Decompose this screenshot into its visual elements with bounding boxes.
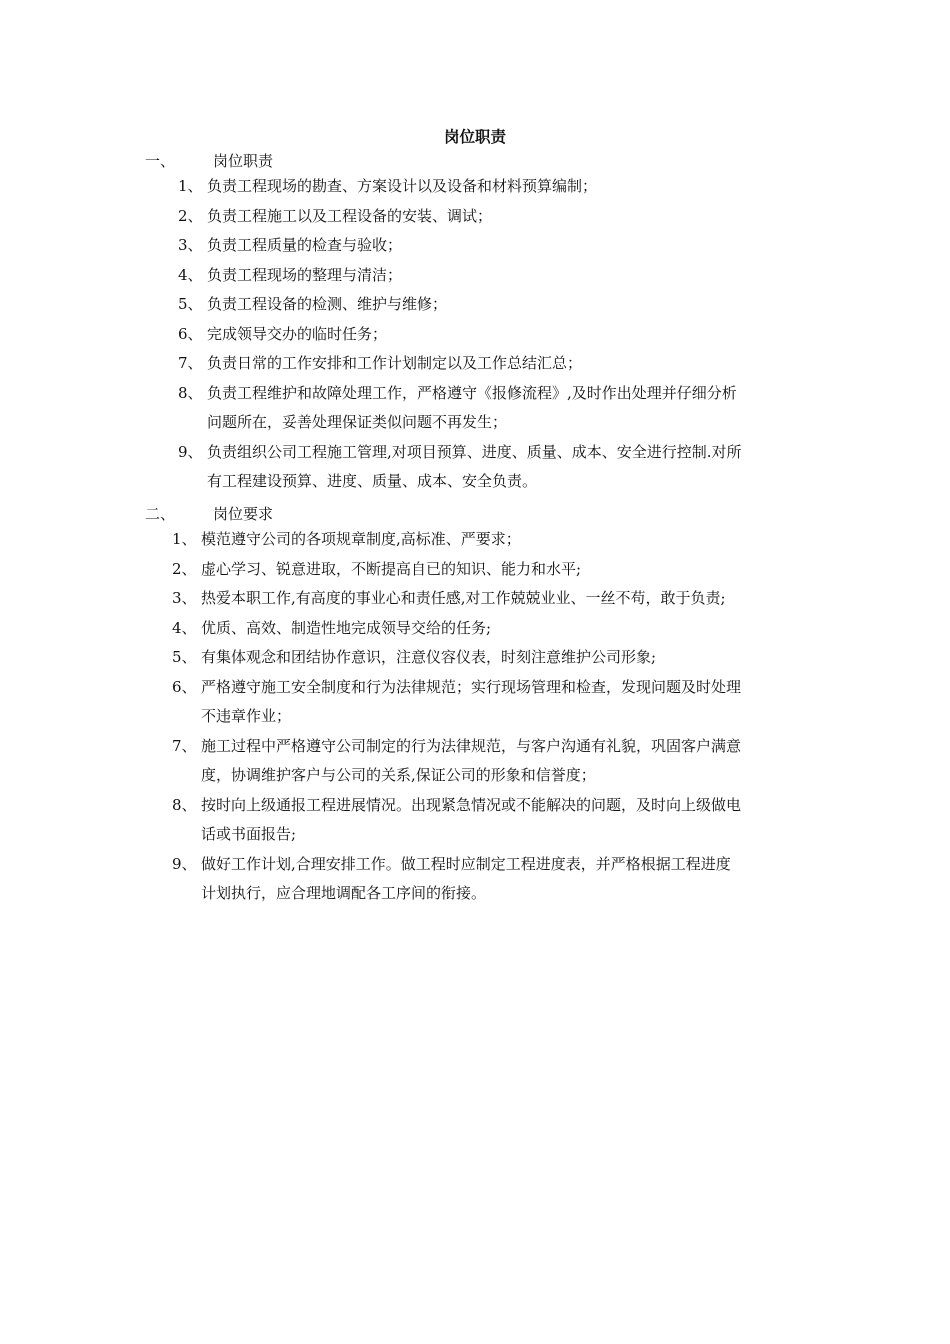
item-text: 负责工程施工以及工程设备的安装、调试； — [207, 206, 493, 225]
list-item — [172, 555, 818, 585]
item-number: 4、 — [178, 265, 203, 284]
item-text-line: 话或书面报告; — [201, 825, 297, 843]
item-number: 4、 — [172, 618, 197, 637]
duties-list — [178, 172, 818, 497]
section-heading-requirements — [145, 503, 273, 525]
item-text: 负责工程现场的整理与清洁； — [207, 265, 403, 284]
item-text: 虚心学习、锐意进取，不断提高自已的知识、能力和水平; — [201, 559, 582, 578]
item-text: 负责工程质量的检查与验收； — [207, 236, 403, 254]
item-number: 3、 — [178, 236, 203, 254]
item-text-line: 不违章作业； — [201, 707, 292, 725]
item-text: 热爱本职工作,有高度的事业心和责任感,对工作兢兢业业、一丝不苟，敢于负责; — [201, 589, 726, 607]
list-item — [178, 231, 818, 261]
item-text-line: 负责工程维护和故障处理工作，严格遵守《报修流程》,及时作出处理并仔细分析 — [207, 383, 737, 402]
item-number: 6、 — [172, 677, 197, 696]
item-text: 负责工程现场的勘查、方案设计以及设备和材料预算编制； — [207, 177, 598, 195]
requirements-list — [172, 525, 818, 909]
item-text: 负责日常的工作安排和工作计划制定以及工作总结汇总； — [207, 354, 583, 372]
list-item — [172, 732, 818, 791]
item-text-line: 按时向上级通报工程进展情况。出现紧急情况或不能解决的问题，及时向上级做电 — [201, 795, 742, 814]
item-text-line: 有工程建设预算、进度、质量、成本、安全负责。 — [207, 472, 538, 490]
list-item — [178, 290, 818, 320]
list-item — [178, 379, 818, 438]
section-number: 一、 — [145, 152, 176, 170]
item-number: 5、 — [172, 648, 197, 666]
document-title: 岗位职责 — [443, 127, 506, 146]
item-text-line: 施工过程中严格遵守公司制定的行为法律规范，与客户沟通有礼貌，巩固客户满意 — [201, 736, 742, 755]
list-item — [178, 320, 818, 350]
list-item — [172, 791, 818, 850]
list-item — [178, 261, 818, 291]
list-item — [178, 438, 818, 497]
item-text-line: 严格遵守施工安全制度和行为法律规范；实行现场管理和检查，发现问题及时处理 — [201, 677, 742, 696]
list-item — [172, 643, 818, 673]
item-number: 1、 — [178, 177, 203, 195]
section-title: 岗位要求 — [213, 505, 274, 523]
item-number: 2、 — [172, 559, 197, 578]
item-text: 完成领导交办的临时任务； — [207, 324, 388, 343]
list-item — [172, 525, 818, 555]
item-number: 8、 — [172, 795, 197, 814]
section-title: 岗位职责 — [213, 152, 274, 170]
list-item — [172, 584, 818, 614]
item-number: 7、 — [172, 736, 197, 755]
item-number: 1、 — [172, 530, 197, 548]
item-number: 9、 — [172, 854, 197, 873]
item-number: 2、 — [178, 206, 203, 225]
item-text: 负责工程设备的检测、维护与维修； — [207, 295, 448, 313]
list-item — [178, 349, 818, 379]
item-number: 6、 — [178, 324, 203, 343]
list-item — [178, 202, 818, 232]
item-number: 7、 — [178, 354, 203, 372]
item-number: 9、 — [178, 442, 203, 461]
item-number: 5、 — [178, 295, 203, 313]
item-text-line: 问题所在，妥善处理保证类似问题不再发生； — [207, 413, 508, 431]
item-text-line: 做好工作计划,合理安排工作。做工程时应制定工程进度表，并严格根据工程进度 — [201, 854, 731, 873]
item-text: 有集体观念和团结协作意识，注意仪容仪表，时刻注意维护公司形象; — [201, 648, 657, 666]
item-number: 8、 — [178, 383, 203, 402]
list-item — [172, 850, 818, 909]
item-text: 优质、高效、制造性地完成领导交给的任务; — [201, 618, 492, 637]
item-text-line: 度，协调维护客户与公司的关系,保证公司的形象和信誉度； — [201, 766, 596, 784]
list-item — [178, 172, 818, 202]
item-number: 3、 — [172, 589, 197, 607]
list-item — [172, 673, 818, 732]
item-text-line: 负责组织公司工程施工管理,对项目预算、进度、质量、成本、安全进行控制.对所 — [207, 442, 742, 461]
section-heading-duties — [145, 150, 273, 172]
list-item — [172, 614, 818, 644]
item-text: 模范遵守公司的各项规章制度,高标准、严要求； — [201, 530, 521, 548]
section-number: 二、 — [145, 505, 176, 523]
item-text-line: 计划执行，应合理地调配各工序间的衔接。 — [201, 884, 487, 902]
